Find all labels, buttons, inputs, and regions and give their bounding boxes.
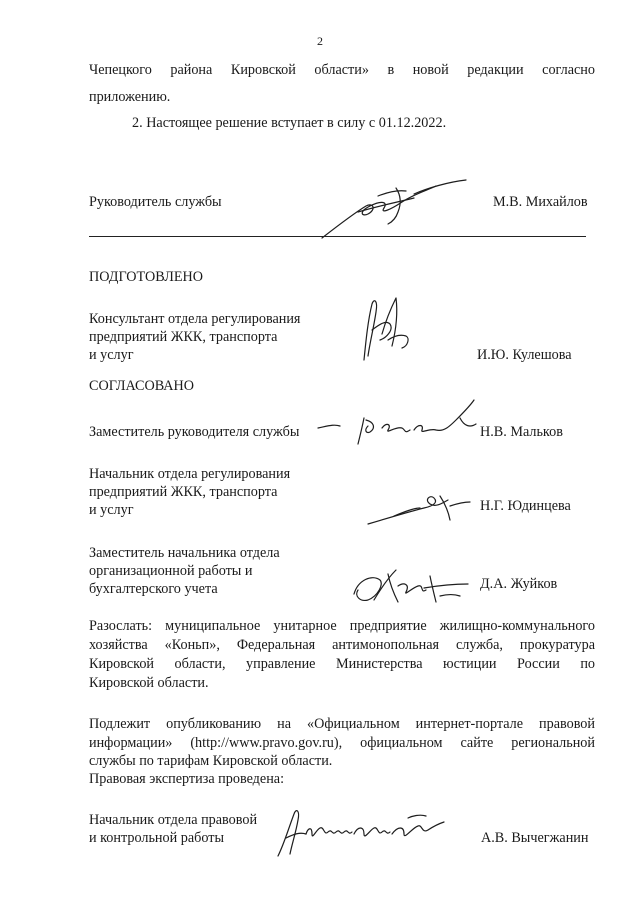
intro-word: согласно <box>542 62 595 78</box>
head-name: М.В. Михайлов <box>493 194 588 210</box>
prepared-role-line-3: и услуг <box>89 347 134 363</box>
signer-3-role-line-2: организационной работы и <box>89 563 253 579</box>
legal-name: А.В. Вычегжанин <box>481 830 589 846</box>
legal-role-line-1: Начальник отдела правовой <box>89 812 258 828</box>
publish-line-4: Правовая экспертиза проведена: <box>89 771 285 787</box>
signer-1-name: Н.В. Мальков <box>480 424 563 440</box>
signer-1-role: Заместитель руководителя службы <box>89 424 300 440</box>
intro-word: Чепецкого <box>89 62 152 78</box>
prepared-role-line-2: предприятий ЖКК, транспорта <box>89 329 278 345</box>
signer-3-role-line-1: Заместитель начальника отдела <box>89 545 280 561</box>
signer-1-signature <box>310 398 480 448</box>
intro-line-1 <box>89 61 595 79</box>
intro-word: новой <box>412 62 449 78</box>
publish-line-2: информации» (http://www.pravo.gov.ru), официальном сайте региональной <box>89 735 595 751</box>
signature-rule <box>89 236 586 237</box>
legal-role-line-2: и контрольной работы <box>89 830 224 846</box>
signer-2-role-line-1: Начальник отдела регулирования <box>89 466 291 482</box>
intro-word: района <box>170 62 213 78</box>
signer-3-role-line-3: бухгалтерского учета <box>89 581 218 597</box>
intro-word: редакции <box>467 62 524 78</box>
head-role: Руководитель службы <box>89 194 222 210</box>
publish-line-1: Подлежит опубликованию на «Официальном интернет-портале правовой <box>89 716 595 732</box>
distribute-line-1: Разослать: муниципальное унитарное предприятие жилищно-коммунального <box>89 618 595 634</box>
legal-signature <box>272 804 452 864</box>
prepared-heading: ПОДГОТОВЛЕНО <box>89 269 203 285</box>
intro-word: в <box>387 62 395 78</box>
prepared-role-line-1: Консультант отдела регулирования <box>89 311 301 327</box>
intro-line-2: приложению. <box>89 89 171 105</box>
intro-word: Кировской <box>230 62 296 78</box>
intro-word: области» <box>314 62 369 78</box>
signer-2-signature <box>364 490 474 530</box>
prepared-signature <box>356 290 416 370</box>
agreed-heading: СОГЛАСОВАНО <box>89 378 195 394</box>
signer-3-name: Д.А. Жуйков <box>480 576 558 592</box>
distribute-line-4: Кировской области. <box>89 675 209 691</box>
distribute-line-3: Кировской области, управление Министерства юстиции России по <box>89 656 595 672</box>
item-2-effective-date: 2. Настоящее решение вступает в силу с 01.12.2022. <box>132 115 447 131</box>
signer-2-role-line-3: и услуг <box>89 502 134 518</box>
signer-2-name: Н.Г. Юдинцева <box>480 498 571 514</box>
page-number: 2 <box>317 34 323 48</box>
head-signature <box>318 172 478 242</box>
signer-2-role-line-2: предприятий ЖКК, транспорта <box>89 484 278 500</box>
distribute-line-2: хозяйства «Коньп», Федеральная антимонопольная служба, прокуратура <box>89 637 595 653</box>
publish-line-3: службы по тарифам Кировской области. <box>89 753 333 769</box>
prepared-name: И.Ю. Кулешова <box>477 347 572 363</box>
signer-3-signature <box>344 566 474 611</box>
